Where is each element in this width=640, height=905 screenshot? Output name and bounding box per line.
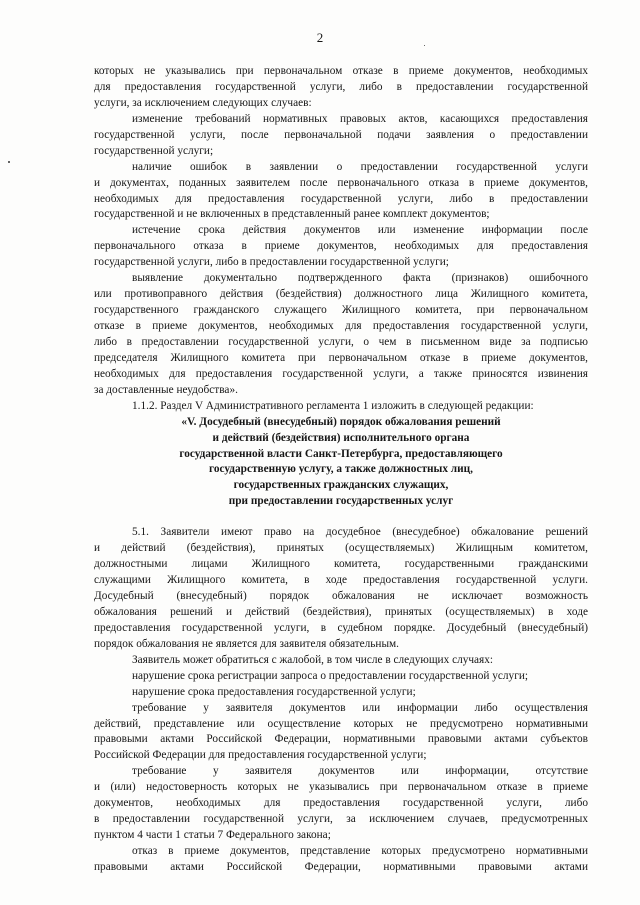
text-line: обжалования решений и действий (бездействия), принятых (осуществляемых) в ходе: [94, 605, 588, 618]
section-heading: [94, 415, 588, 511]
text-line: документов, необходимых для предоставления государственной услуги, либо: [94, 797, 588, 810]
text-line: Заявитель может обратиться с жалобой, в том числе в следующих случаях:: [132, 653, 494, 666]
text-line: государственной услуги, либо в предоставлении государственной услуги;: [94, 256, 449, 269]
section-paragraphs: [94, 525, 588, 876]
text-line: Российской Федерации для предоставления государственной услуги;: [94, 749, 427, 762]
text-line: государственной услуги, после первоначальной подачи заявления о предоставлении: [94, 128, 588, 141]
text-line: государственной услуги;: [94, 144, 214, 157]
text-line: услуги, за исключением следующих случаев:: [94, 96, 312, 109]
text-line: действий, представление или осуществление которых не предусмотрено нормативными: [94, 717, 588, 730]
text-line: правовыми актами Российской Федерации, нормативными правовыми актами субъектов: [94, 733, 588, 746]
scan-speck: [8, 161, 10, 163]
text-line: и действий (бездействия), принятых (осуществляемых) Жилищным комитетом,: [94, 542, 588, 555]
text-line: предоставления государственной услуги, в судебном порядке. Досудебный (внесудебный): [94, 621, 588, 634]
heading-line: при предоставлении государственных услуг: [228, 495, 454, 508]
scan-speck: [424, 45, 425, 46]
heading-line: государственных гражданских служащих,: [233, 479, 449, 492]
text-line: 5.1. Заявители имеют право на досудебное (внесудебное) обжалование решений: [132, 526, 588, 539]
text-line: отказе в приеме документов, необходимых для предоставления государственной услуги,: [94, 320, 588, 332]
text-line: либо в предоставлении государственной услуги, о чем в письменном виде за подписью: [94, 335, 588, 348]
text-line: отказ в приеме документов, представление которых предусмотрено нормативными: [132, 845, 588, 857]
text-line: выявление документально подтвержденного факта (признаков) ошибочного: [132, 272, 588, 285]
text-line: Досудебный (внесудебный) порядок обжалования не исключает возможность: [94, 590, 588, 602]
text-line: и документах, поданных заявителем после первоначального отказа в приеме документов,: [94, 176, 588, 189]
text-line: истечение срока действия документов или изменение информации после: [132, 224, 588, 237]
text-line: председателя Жилищного комитета при первоначальном отказе в приеме документов,: [94, 351, 588, 364]
text-line: изменение требований нормативных правовых актов, касающихся предоставления: [132, 112, 588, 125]
text-line: первоначального отказа в приеме документов, необходимых для предоставления: [94, 240, 588, 253]
text-line: в предоставлении государственной услуги, за исключением случаев, предусмотренных: [94, 813, 588, 826]
text-line: служащими Жилищного комитета, в ходе предоставления государственной услуги.: [94, 574, 588, 587]
text-line: наличие ошибок в заявлении о предоставлении государственной услуги: [132, 160, 588, 173]
text-line: порядок обжалования не является для заявителя обязательным.: [94, 637, 400, 650]
text-line: нарушение срока регистрации запроса о предоставлении государственной услуги;: [132, 669, 529, 682]
text-line: за доставленные неудобства».: [94, 383, 238, 396]
document-body: [94, 64, 588, 876]
spacer: [94, 510, 588, 525]
heading-line: «V. Досудебный (внесудебный) порядок обжалования решений: [181, 415, 501, 428]
text-line: требование у заявителя документов или информации, отсутствие: [132, 765, 588, 778]
text-line: и (или) недостоверность которых не указывались при первоначальном отказе в приеме: [94, 781, 588, 794]
text-line: которых не указывались при первоначальном отказе в приеме документов, необходимых: [94, 65, 588, 77]
text-line: требование у заявителя документов или информации либо осуществления: [132, 701, 588, 714]
text-line: нарушение срока предоставления государственной услуги;: [132, 685, 416, 698]
continuation-paragraphs: [94, 64, 588, 415]
heading-line: государственную услугу, а также должностных лиц,: [209, 463, 473, 476]
text-line: государственной и не включенных в представленный ранее комплект документов;: [94, 208, 490, 221]
heading-line: и действий (бездействия) исполнительного органа: [212, 431, 470, 444]
text-line: для предоставления государственной услуги, либо в предоставлении государственной: [94, 80, 588, 93]
text-line: пунктом 4 части 1 статьи 7 Федерального закона;: [94, 829, 331, 842]
text-line: или противоправного действия (бездействия) должностного лица Жилищного комитета,: [94, 288, 588, 301]
page-number: 2: [316, 30, 324, 45]
text-line: необходимых для предоставления государственной услуги, либо в предоставлении: [94, 192, 588, 205]
text-line: государственного гражданского служащего Жилищного комитета, при первоначальном: [94, 304, 588, 317]
text-line: должностными лицами Жилищного комитета, государственными гражданскими: [94, 558, 588, 571]
text-line: 1.1.2. Раздел V Административного регламента 1 изложить в следующей редакции:: [132, 399, 534, 412]
text-line: правовыми актами Российской Федерации, нормативными правовыми актами: [94, 860, 588, 873]
text-line: необходимых для предоставления государственной услуги, а также приносятся извинения: [94, 367, 588, 380]
heading-line: государственной власти Санкт-Петербурга, предоставляющего: [179, 447, 503, 460]
